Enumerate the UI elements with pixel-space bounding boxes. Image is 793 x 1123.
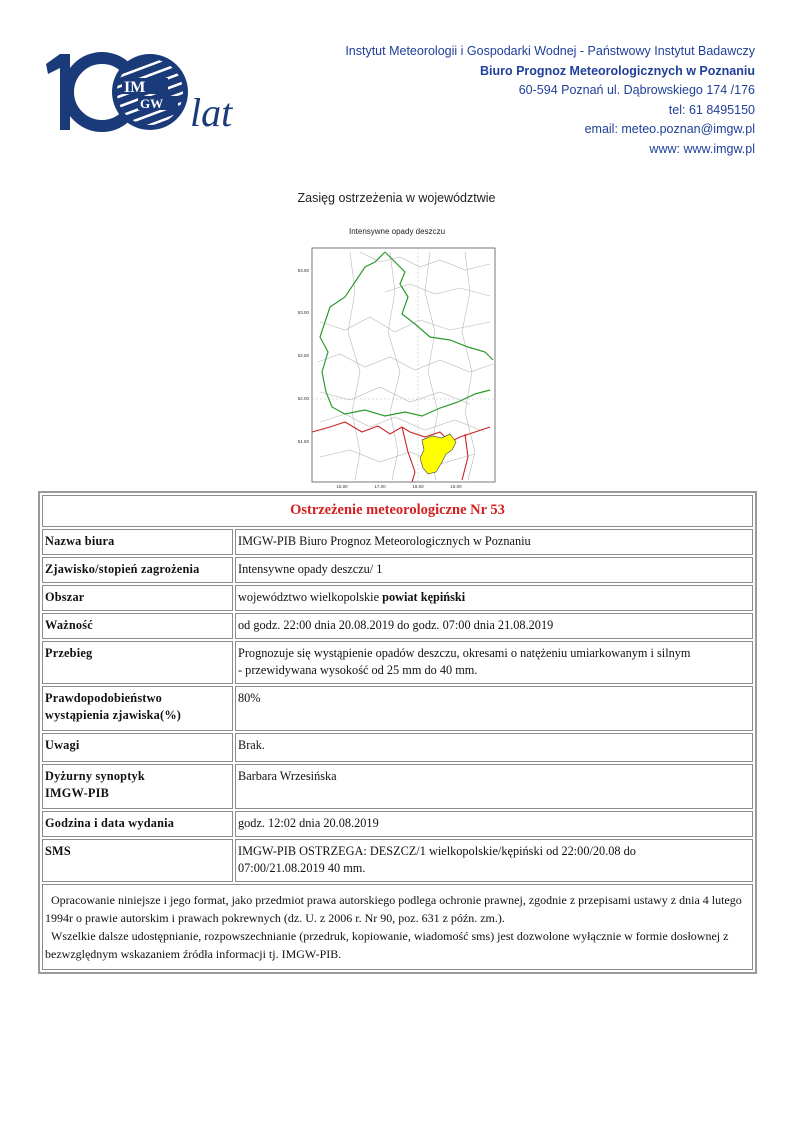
institute-name: Instytut Meteorologii i Gospodarki Wodnej - Państwowy Instytut Badawczy xyxy=(345,44,755,58)
office-address: 60-594 Poznań ul. Dąbrowskiego 174 /176 xyxy=(518,83,755,97)
row-value: IMGW-PIB Biuro Prognoz Meteorologicznych w Poznaniu xyxy=(235,529,753,555)
probability-label-1: Prawdopodobieństwo xyxy=(45,691,163,705)
svg-text:lat: lat xyxy=(190,90,233,135)
table-row xyxy=(42,764,753,809)
table-row xyxy=(42,529,753,555)
area-voivodeship: województwo wielkopolskie xyxy=(238,590,383,604)
course-line-2: - przewidywana wysokość od 25 mm do 40 mm. xyxy=(238,663,478,677)
table-row xyxy=(42,641,753,684)
row-value: 80% xyxy=(235,686,753,731)
table-row xyxy=(42,839,753,882)
area-county: powiat kępiński xyxy=(382,590,466,604)
row-label: Obszar xyxy=(42,585,233,611)
imgw-100-lat-logo xyxy=(40,50,240,135)
copyright-notice xyxy=(42,884,753,970)
row-label: Zjawisko/stopień zagrożenia xyxy=(42,557,233,583)
institute-header xyxy=(345,42,755,159)
office-website[interactable]: www: www.imgw.pl xyxy=(649,141,755,156)
row-value: Intensywne opady deszczu/ 1 xyxy=(235,557,753,583)
copyright-line-2: Wszelkie dalsze udostępnianie, rozpowszechnianie (przedruk, kopiowanie, wiadomość sms) jest dozwolone wyłącznie w formie dosłownej z bezwzględnym wskazaniem źródła informacji tj. IMGW-PIB. xyxy=(45,929,729,961)
copyright-line-1: Opracowanie niniejsze i jego format, jako przedmiot prawa autorskiego podlega ochronie prawnej, zgodnie z przepisami ustawy z dnia 4 lutego 1994r o prawie autorskim i prawach pokrewnych (dz. U. z 2006 r. Nr 90, poz. 631 z późn. zm.). xyxy=(45,893,742,925)
office-email[interactable]: email: meteo.poznan@imgw.pl xyxy=(584,122,755,136)
row-label: Godzina i data wydania xyxy=(42,811,233,837)
table-row xyxy=(42,811,753,837)
map-frame xyxy=(312,248,495,482)
table-row xyxy=(42,613,753,639)
row-label: Uwagi xyxy=(42,733,233,762)
row-value xyxy=(235,839,753,882)
map-chart-title: Intensywne opady deszczu xyxy=(348,227,446,236)
table-row xyxy=(42,686,753,731)
lon-tick: 16.00 xyxy=(336,484,348,489)
row-label: SMS xyxy=(42,839,233,882)
lon-tick: 17.00 xyxy=(374,484,386,489)
row-value: od godz. 22:00 dnia 20.08.2019 do godz. 07:00 dnia 21.08.2019 xyxy=(235,613,753,639)
row-label: Ważność xyxy=(42,613,233,639)
row-value: Barbara Wrzesińska xyxy=(235,764,753,809)
lat-tick: 51.50 xyxy=(297,439,309,444)
warning-title: Ostrzeżenie meteorologiczne Nr 53 xyxy=(42,495,753,527)
table-row xyxy=(42,733,753,762)
row-label xyxy=(42,686,233,731)
row-value xyxy=(235,585,753,611)
forecaster-label-2: IMGW-PIB xyxy=(45,786,109,800)
lat-tick: 53.50 xyxy=(297,268,309,273)
table-row xyxy=(42,557,753,583)
svg-text:GW: GW xyxy=(140,96,164,111)
lat-tick: 52.50 xyxy=(297,353,309,358)
warning-area-map xyxy=(290,222,505,490)
sms-line-2: 07:00/21.08.2019 40 mm. xyxy=(238,861,366,875)
row-value: Brak. xyxy=(235,733,753,762)
probability-label-2: wystąpienia zjawiska(%) xyxy=(45,708,182,722)
warning-table xyxy=(38,491,757,974)
sms-line-1: IMGW-PIB OSTRZEGA: DESZCZ/1 wielkopolskie/kępiński od 22:00/20.08 do xyxy=(238,844,636,858)
row-label: Nazwa biura xyxy=(42,529,233,555)
svg-text:IM: IM xyxy=(124,79,146,96)
lon-tick: 19.00 xyxy=(450,484,462,489)
row-value xyxy=(235,641,753,684)
lat-tick: 52.00 xyxy=(297,396,309,401)
forecaster-label-1: Dyżurny synoptyk xyxy=(45,769,145,783)
office-name: Biuro Prognoz Meteorologicznych w Poznaniu xyxy=(479,63,755,78)
lat-tick: 53.00 xyxy=(297,310,309,315)
row-value: godz. 12:02 dnia 20.08.2019 xyxy=(235,811,753,837)
row-label xyxy=(42,764,233,809)
course-line-1: Prognozuje się wystąpienie opadów deszczu, okresami o natężeniu umiarkowanym i silnym xyxy=(238,646,691,660)
office-phone: tel: 61 8495150 xyxy=(668,102,755,117)
map-section-title: Zasięg ostrzeżenia w województwie xyxy=(297,191,496,205)
table-row xyxy=(42,585,753,611)
row-label: Przebieg xyxy=(42,641,233,684)
lon-tick: 18.00 xyxy=(412,484,424,489)
